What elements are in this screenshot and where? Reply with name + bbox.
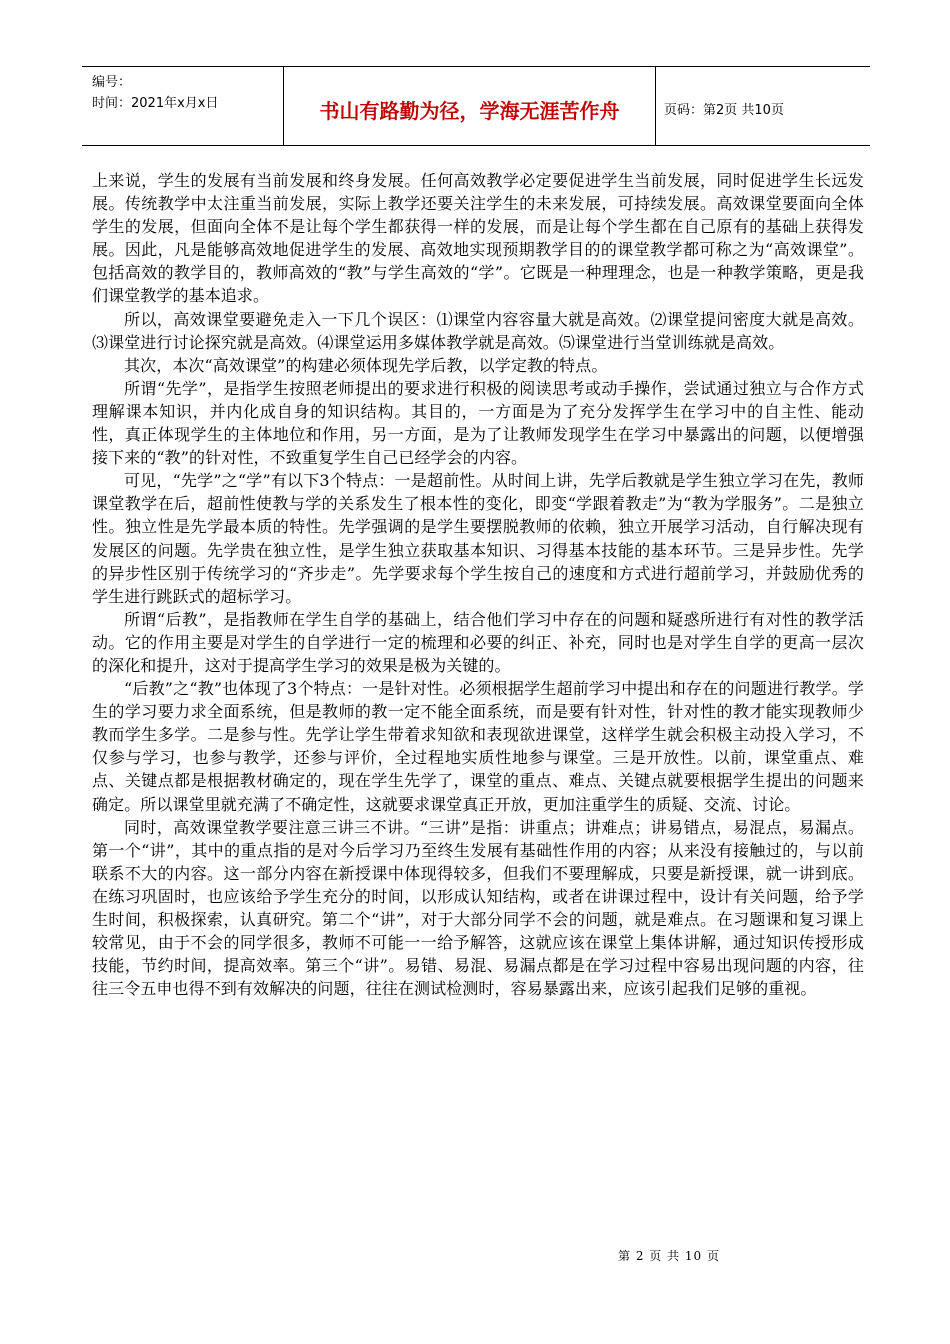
paragraph: 所谓“后教”，是指教师在学生自学的基础上，结合他们学习中存在的问题和疑惑所进行有对性的教学活动。它的作用主要是对学生的自学进行一定的梳理和必要的纠正、补充，同时也是对学生自学的更高一层次的深化和提升，这对于提高学生学习的效果是极为关键的。 <box>92 609 864 675</box>
document-number-label: 编号： <box>92 75 132 90</box>
document-date-label: 时间：2021年x月x日 <box>92 96 219 111</box>
document-body <box>92 169 864 1000</box>
paragraph: 所谓“先学”，是指学生按照老师提出的要求进行积极的阅读思考或动手操作，尝试通过独立与合作方式理解课本知识，并内化成自身的知识结构。其目的，一方面是为了充分发挥学生在学习中的自主性、能动性，真正体现学生的主体地位和作用，另一方面，是为了让教师发现学生在学习中暴露出的问题，以便增强接下来的“教”的针对性，不致重复学生自己已经学会的内容。 <box>92 378 864 468</box>
paragraph: 同时，高效课堂教学要注意三讲三不讲。“三讲”是指：讲重点；讲难点；讲易错点，易混点，易漏点。第一个“讲”，其中的重点指的是对今后学习乃至终生发展有基础性作用的内容；从来没有接触过的，与以前联系不大的内容。这一部分内容在新授课中体现得较多，但我们不要理解成，只要是新授课，就一讲到底。在练习巩固时，也应该给予学生充分的时间，以形成认知结构，或者在讲课过程中，设计有关问题，给予学生时间，积极探索，认真研究。第二个“讲”，对于大部分同学不会的问题，就是难点。在习题课和复习课上较常见，由于不会的同学很多，教师不可能一一给予解答，这就应该在课堂上集体讲解，通过知识传授形成技能，节约时间，提高效率。第三个“讲”。易错、易混、易漏点都是在学习过程中容易出现问题的内容，往往三令五申也得不到有效解决的问题，往往在测试检测时，容易暴露出来，应该引起我们足够的重视。 <box>92 817 864 999</box>
document-header <box>82 66 870 146</box>
header-page-label: 页码：第2页 共10页 <box>664 102 784 118</box>
header-meta-cell <box>82 67 284 145</box>
paragraph: 可见，“先学”之“学”有以下3个特点：一是超前性。从时间上讲，先学后教就是学生独立学习在先，教师课堂教学在后，超前性使教与学的关系发生了根本性的变化，即变“学跟着教走”为“教为学服务”。二是独立性。独立性是先学最本质的特性。先学强调的是学生要摆脱教师的依赖，独立开展学习活动，自行解决现有发展区的问题。先学贵在独立性，是学生独立获取基本知识、习得基本技能的基本环节。三是异步性。先学的异步性区别于传统学习的“齐步走”。先学要求每个学生按自己的速度和方式进行超前学习，并鼓励优秀的学生进行跳跃式的超标学习。 <box>92 471 864 606</box>
paragraph: “后教”之“教”也体现了3个特点：一是针对性。必须根据学生超前学习中提出和存在的问题进行教学。学生的学习要力求全面系统，但是教师的教一定不能全面系统，而是要有针对性，针对性的教才能实现教师少教而学生多学。二是参与性。先学让学生带着求知欲和表现欲进课堂，这样学生就会积极主动投入学习，不仅参与学习，也参与教学，还参与评价，全过程地实质性地参与课堂。三是开放性。以前，课堂重点、难点、关键点都是根据教材确定的，现在学生先学了，课堂的重点、难点、关键点就要根据学生提出的问题来确定。所以课堂里就充满了不确定性，这就要求课堂真正开放，更加注重学生的质疑、交流、讨论。 <box>92 679 864 814</box>
page-footer: 第 2 页 共 10 页 <box>618 1249 720 1263</box>
header-motto: 书山有路勤为径，学海无涯苦作舟 <box>284 67 656 145</box>
paragraph: 所以，高效课堂要避免走入一下几个误区：⑴课堂内容容量大就是高效。⑵课堂提问密度大就是高效。⑶课堂进行讨论探究就是高效。⑷课堂运用多媒体教学就是高效。⑸课堂进行当堂训练就是高效。 <box>92 309 864 352</box>
paragraph: 其次，本次“高效课堂”的构建必须体现先学后教，以学定教的特点。 <box>124 355 608 375</box>
paragraph: 上来说，学生的发展有当前发展和终身发展。任何高效教学必定要促进学生当前发展，同时促进学生长远发展。传统教学中太注重当前发展，实际上教学还要关注学生的未来发展，可持续发展。高效课堂要面向全体学生的发展，但面向全体不是让每个学生都获得一样的发展，而是让每个学生都在自己原有的基础上获得发展。因此，凡是能够高效地促进学生的发展、高效地实现预期教学目的的课堂教学都可称之为“高效课堂”。包括高效的教学目的，教师高效的“教”与学生高效的“学”。它既是一种理理念，也是一种教学策略，更是我们课堂教学的基本追求。 <box>92 171 864 306</box>
